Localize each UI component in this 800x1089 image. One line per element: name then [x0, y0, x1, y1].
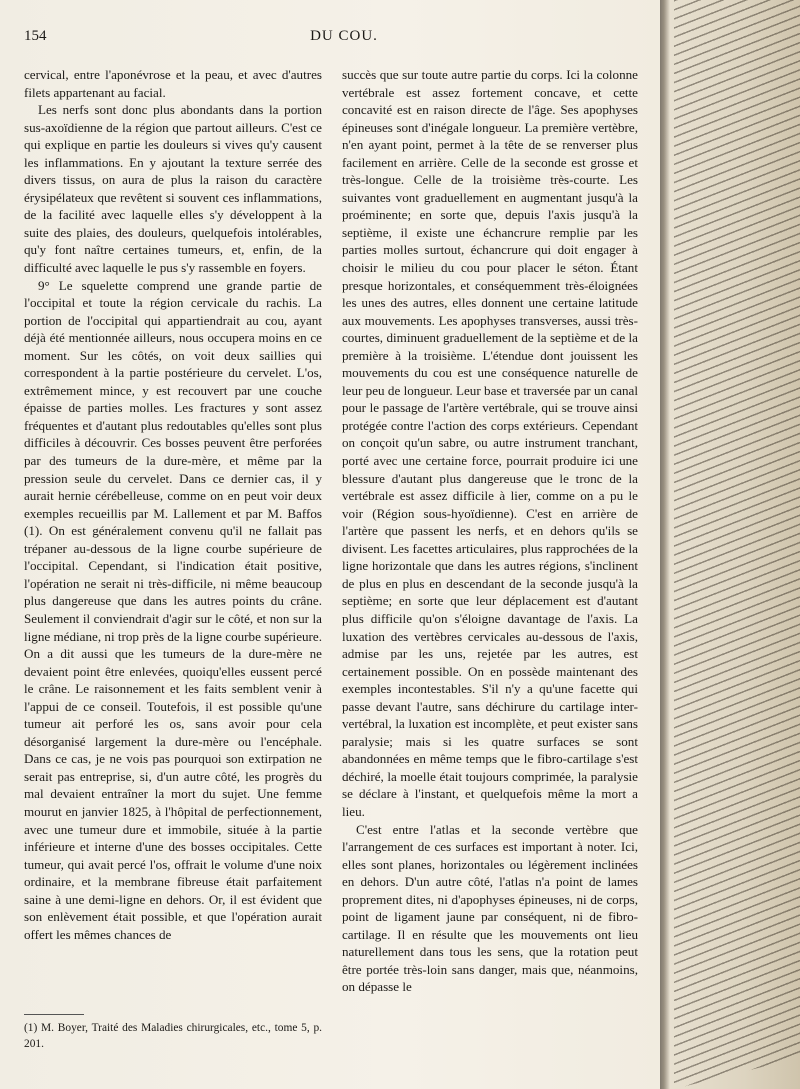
facing-page-edge: [660, 0, 800, 1089]
page-number: 154: [24, 28, 47, 44]
paragraph: Les nerfs sont donc plus abondants dans la portion sus-axoïdienne de la région que partout ailleurs. C'est ce qui explique en partie les douleurs si vives qu'y causent les inflammations. En y ajoutant la texture serrée des divers tissus, on aura de plus la raison du caractère érysipélateux que revêtent si souvent ces inflammations, de la facilité avec laquelle elles s'y développent à la suite des plaies, des douleurs, quelquefois intolérables, qu'y font naître certaines tumeurs, et, enfin, de la difficulté avec laquelle le pus s'y rassemble en foyers.: [24, 102, 322, 276]
distorted-text-lines: [674, 0, 800, 1089]
footnote-text: (1) M. Boyer, Traité des Maladies chirurgicales, etc., tome 5, p. 201.: [24, 1022, 322, 1050]
paragraph: C'est entre l'atlas et la seconde vertèbre que l'arrangement de ces surfaces est important à noter. Ici, elles sont planes, horizontales ou légèrement inclinées en dehors. D'un autre côté, l'atlas n'a point de lames proprement dites, ni d'apophyses épineuses, ni de corps, point de ligament jaune par conséquent, ni de fibro-cartilage. Il en résulte que les mouvements ont lieu naturellement dans tous les sens, que la rotation peut être portée très-loin sans danger, mais que, néanmoins, on dépasse le: [342, 821, 638, 995]
paragraph: 9° Le squelette comprend une grande partie de l'occipital et toute la région cervicale du rachis. La portion de l'occipital qui appartiendrait au cou, ayant déjà été mentionnée ailleurs, nous occupera moins en ce moment. Sur les côtés, on voit deux saillies qui correspondent à la partie postérieure du cervelet. L'os, extrêmement mince, y est recouvert par une couche épaisse de parties molles. Les fractures y sont assez fréquentes et d'autant plus redoutables qu'elles sont plus difficiles à découvrir. Ces bosses peuvent être perforées par des tumeurs de la dure-mère, et même par la pression seule du cervelet. Dans ce dernier cas, il y aurait hernie cérébelleuse, comme on en peut voir deux exemples recueillis par M. Lallement et par M. Baffos (1). On est généralement convenu qu'il ne fallait pas trépaner au-dessous de la ligne courbe supérieure de l'occipital. Cependant, si l'indication était positive, l'opération ne serait ni très-difficile, ni même beaucoup plus dangereuse que dans les autres points du crâne. Seulement il conviendrait d'agir sur le côté, et non sur la ligne médiane, ni trop près de la ligne courbe supérieure. On a dit aussi que les tumeurs de la dure-mère ne devaient point être enlevées, quoiqu'elles eussent percé le crâne. Le raisonnement et les faits semblent venir à l'appui de ce conseil. Toutefois, il est possible qu'une tumeur ait perforé les os, sans avoir pour cela désorganisé largement la dure-mère ou l'encéphale. Dans ce cas, je ne vois pas pourquoi son extirpation ne serait pas entreprise, si, d'un autre côté, les progrès du mal devaient entraîner la mort du sujet. Une femme mourut en janvier 1825, à l'hôpital de perfectionnement, avec une tumeur dure et immobile, située à la partie inférieure et interne d'une des bosses occipitales. Cette tumeur, qui avait percé l'os, offrait le volume d'une noix ordinaire, et la membrane fibreuse était parfaitement saine à une demi-ligne en dehors. Or, il est évident que son enlèvement était possible, et que l'opération aurait offert les mêmes chances de: [24, 277, 322, 942]
page-header: [24, 28, 664, 50]
left-text-column: [24, 66, 322, 943]
book-gutter-shadow: [660, 0, 670, 1089]
paragraph: succès que sur toute autre partie du corps. Ici la colonne vertébrale est assez fortement concave, et cette concavité est en raison directe de l'âge. Ses apophyses épineuses sont d'inégale longueur. La première vertèbre, n'en ayant point, permet à la tête de se renverser plus facilement en arrière. Celle de la seconde est grosse et très-longue. Celle de la troisième très-courte. Les suivantes vont graduellement en augmentant jusqu'à la proéminente; en sorte que, depuis l'axis jusqu'à la septième, il existe une échancrure remplie par les parties molles surtout, échancrure qui doit engager à choisir le milieu du cou pour placer le séton. Étant presque horizontales, et conséquemment très-éloignées les unes des autres, elles donnent une certaine latitude aux mouvements. Les apophyses transverses, aussi très-courtes, diminuent graduellement de la septième et de la première à la troisième. L'étendue dont jouissent les mouvements du cou est une conséquence naturelle de leur peu de longueur. Leur base et traversée par un canal pour le passage de l'artère vertébrale, qui se trouve ainsi protégée contre l'action des corps extérieurs. Cependant on conçoit qu'un sabre, ou autre instrument tranchant, porté avec une certaine force, pourrait produire ici une blessure d'autant plus dangereuse que le tronc de la vertébrale est assez difficile à lier, comme on a pu le voir (Région sous-hyoïdienne). C'est en arrière de l'artère que passent les nerfs, et en dehors qu'ils se divisent. Les facettes articulaires, plus rapprochées de la ligne horizontale que dans les autres régions, s'inclinent de plus en plus en descendant de la seconde jusqu'à la septième; en sorte que leur déplacement est d'autant plus difficile qu'on s'éloigne davantage de l'axis. La luxation des vertèbres cervicales au-dessous de l'axis, admise par les uns, rejetée par les autres, est certainement possible. On en possède maintenant des exemples incontestables. S'il n'y a qu'une facette qui passe devant l'autre, sans déchirure du cartilage inter-vertébral, la luxation est incomplète, et peut exister sans paralysie; mais si les quatre surfaces se sont abandonnées en même temps que le fibro-cartilage s'est déchiré, la moelle était toujours comprimée, la paralysie se déclare à l'instant, et quelquefois même la mort a lieu.: [342, 67, 638, 819]
paragraph: cervical, entre l'aponévrose et la peau, et avec d'autres filets appartenant au facial.: [24, 67, 322, 100]
right-text-column: [342, 66, 638, 996]
footnote-rule: [24, 1014, 84, 1015]
running-head: DU COU.: [310, 28, 378, 44]
footnote: [24, 1020, 322, 1052]
